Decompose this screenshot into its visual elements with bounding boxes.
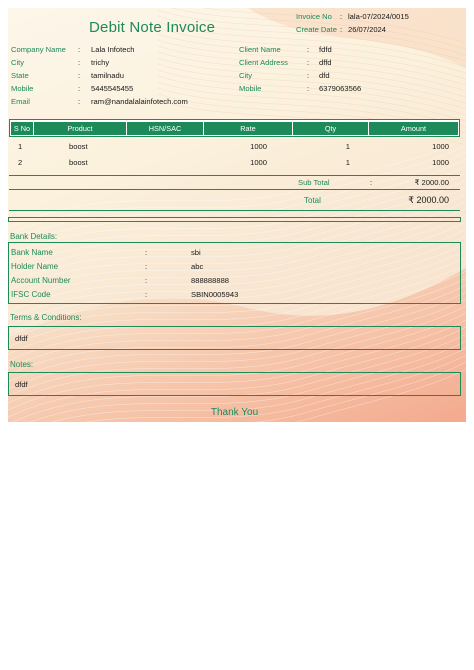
wave-line: [158, 52, 466, 97]
invoice-no-value: lala-07/2024/0015: [348, 12, 409, 21]
wave-line: [8, 159, 466, 249]
colon: :: [307, 71, 310, 80]
subtotal-label: Sub Total: [298, 178, 330, 187]
company-state-value: tamilnadu: [91, 71, 124, 80]
client-name-value: fdfd: [319, 45, 332, 54]
colon: :: [340, 12, 343, 21]
thank-you-text: Thank You: [210, 407, 259, 418]
company-mobile-value: 5445545455: [91, 84, 134, 93]
notes-heading: Notes:: [10, 360, 34, 369]
holder-name-label: Holder Name: [11, 262, 59, 271]
ifsc-code-value: SBIN0005943: [191, 290, 239, 299]
row-product: boost: [69, 158, 88, 167]
terms-box: [8, 326, 461, 350]
column-header-hsn: HSN/SAC: [127, 122, 203, 135]
client-city-value: dfd: [319, 71, 330, 80]
total-label: Total: [304, 196, 321, 205]
separator-box: [8, 217, 461, 222]
total-value: ₹ 2000.00: [408, 195, 449, 205]
column-header-qty: Qty: [293, 122, 368, 135]
colon: :: [145, 276, 148, 285]
account-number-label: Account Number: [11, 276, 71, 285]
colon: :: [340, 25, 343, 34]
terms-heading: Terms & Conditions:: [10, 313, 82, 322]
terms-text: dfdf: [15, 334, 28, 343]
invoice-no-label: Invoice No: [296, 12, 332, 21]
create-date-label: Create Date: [296, 25, 337, 34]
company-city-label: City: [11, 58, 25, 67]
colon: :: [145, 262, 148, 271]
row-amount: 1000: [432, 142, 449, 151]
wave-line: [8, 138, 466, 228]
wave-line: [158, 64, 466, 109]
total-divider: [9, 210, 460, 211]
decorative-wave-background: [8, 8, 466, 422]
colon: :: [78, 45, 81, 54]
colon: :: [370, 178, 373, 187]
client-address-value: dffd: [319, 58, 332, 67]
invoice-paper: [8, 8, 466, 422]
company-name-label: Company Name: [11, 45, 66, 54]
row-rate: 1000: [250, 142, 267, 151]
colon: :: [78, 58, 81, 67]
client-mobile-value: 6379063566: [319, 84, 362, 93]
wave-line: [158, 76, 466, 121]
row-product: boost: [69, 142, 88, 151]
colon: :: [307, 84, 310, 93]
notes-text: dfdf: [15, 380, 28, 389]
colon: :: [78, 97, 81, 106]
holder-name-value: abc: [191, 262, 204, 271]
row-qty: 1: [345, 158, 350, 167]
client-mobile-label: Mobile: [239, 84, 262, 93]
client-address-label: Client Address: [239, 58, 288, 67]
column-header-product: Product: [34, 122, 126, 135]
bank-details-heading: Bank Details:: [10, 232, 58, 241]
create-date-value: 26/07/2024: [348, 25, 387, 34]
company-name-value: Lala Infotech: [91, 45, 135, 54]
company-email-label: Email: [11, 97, 30, 106]
row-sno: 1: [18, 142, 23, 151]
column-header-sno: S No: [11, 122, 33, 135]
row-qty: 1: [345, 142, 350, 151]
colon: :: [307, 58, 310, 67]
ifsc-code-label: IFSC Code: [11, 290, 51, 299]
row-rate: 1000: [250, 158, 267, 167]
table-divider: [9, 175, 460, 176]
subtotal-divider: [9, 189, 460, 190]
colon: :: [78, 84, 81, 93]
client-city-label: City: [239, 71, 253, 80]
colon: :: [145, 290, 148, 299]
colon: :: [307, 45, 310, 54]
wave-line: [158, 46, 466, 91]
invoice-title: Debit Note Invoice: [89, 19, 216, 36]
account-number-value: 888888888: [191, 276, 230, 285]
bank-name-value: sbi: [191, 248, 201, 257]
subtotal-value: ₹ 2000.00: [414, 178, 449, 187]
company-city-value: trichy: [91, 58, 110, 67]
column-header-rate: Rate: [204, 122, 292, 135]
colon: :: [78, 71, 81, 80]
company-email-value: ram@nandalalainfotech.com: [91, 97, 188, 106]
notes-box: [8, 372, 461, 396]
company-mobile-label: Mobile: [11, 84, 34, 93]
company-state-label: State: [11, 71, 29, 80]
bank-name-label: Bank Name: [11, 248, 53, 257]
column-header-amount: Amount: [369, 122, 458, 135]
wave-line: [158, 58, 466, 103]
wave-line: [158, 70, 466, 115]
row-amount: 1000: [432, 158, 449, 167]
colon: :: [145, 248, 148, 257]
row-sno: 2: [18, 158, 23, 167]
client-name-label: Client Name: [239, 45, 281, 54]
